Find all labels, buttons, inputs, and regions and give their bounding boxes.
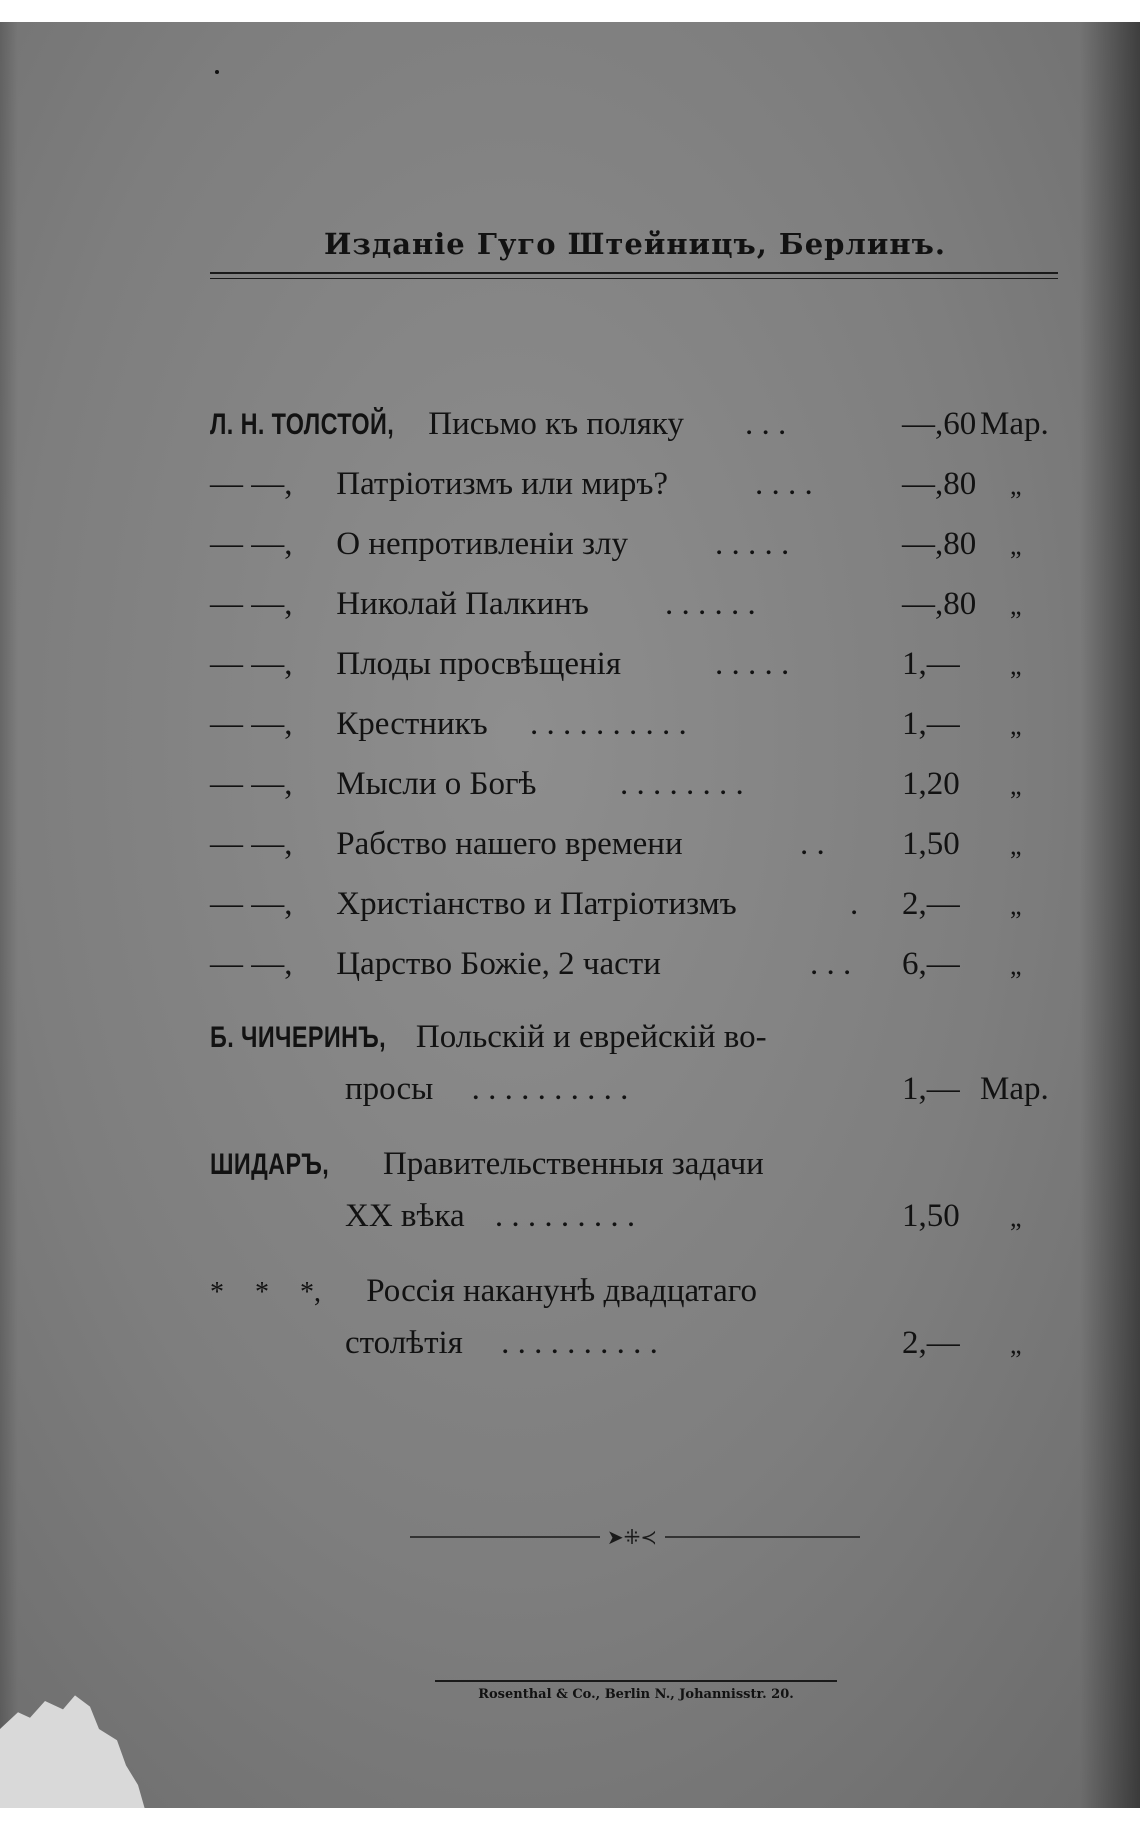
author-name: Б. ЧИЧЕРИНЪ, <box>210 1021 386 1054</box>
price: 1,50 <box>902 1198 960 1234</box>
book-title: Рабство нашего времени <box>336 826 683 862</box>
ditto-mark: „ <box>1010 1203 1022 1232</box>
price: —,60 <box>902 406 977 442</box>
book-title: Плоды просвѣщенiя <box>336 646 622 682</box>
ditto-mark: „ <box>1010 771 1022 800</box>
list-item <box>210 582 1070 626</box>
list-item <box>210 822 1070 866</box>
leader-dots: . . . . . . . . . . <box>530 706 687 742</box>
header-rule-top <box>210 272 1058 274</box>
list-item <box>210 942 1070 986</box>
book-title: Мысли о Богѣ <box>336 766 537 802</box>
list-item <box>210 642 1070 686</box>
publisher-header: Изданiе Гуго Штейницъ, Берлинъ. <box>324 227 946 261</box>
price: 1,50 <box>902 826 960 862</box>
list-item <box>210 1015 1070 1059</box>
list-item-continuation <box>345 1194 1065 1238</box>
leader-dots: . . <box>800 826 825 862</box>
torn-corner <box>0 1687 150 1808</box>
list-item <box>210 1269 1070 1313</box>
ink-speck <box>215 70 219 74</box>
price: —,80 <box>902 526 977 562</box>
list-item <box>210 762 1070 806</box>
leader-dots: . . . . . . <box>665 586 756 622</box>
list-item <box>210 1142 1070 1186</box>
book-title: Христiанство и Патрiотизмъ <box>336 886 737 922</box>
book-title-continued: просы <box>345 1071 434 1107</box>
price: 1,— <box>902 646 960 682</box>
leader-dots: . . . . . . . . <box>620 766 744 802</box>
leader-dots: . . . . <box>755 466 813 502</box>
price: 2,— <box>902 1325 960 1361</box>
ditto-author: — —, <box>210 946 293 982</box>
imprint-rule <box>435 1680 837 1682</box>
ornament-glyph: ➤⁜≺ <box>606 1525 658 1549</box>
ditto-mark: „ <box>1010 591 1022 620</box>
list-item-continuation <box>345 1067 1065 1111</box>
book-title: Крестникъ <box>336 706 488 742</box>
leader-dots: . . . . . . . . . . <box>471 1071 629 1107</box>
ditto-author: — —, <box>210 646 293 682</box>
leader-dots: . . . <box>810 946 852 982</box>
leader-dots: . . . <box>745 406 787 442</box>
price: 1,— <box>902 706 960 742</box>
printer-imprint: Rosenthal & Co., Berlin N., Johannisstr. 20. <box>478 1687 794 1702</box>
price: 1,20 <box>902 766 960 802</box>
ditto-author: — —, <box>210 886 293 922</box>
leader-dots: . . . . . . . . . <box>494 1198 636 1234</box>
page-edge-shadow-right <box>1080 22 1140 1808</box>
header-rule-bottom <box>210 278 1058 279</box>
list-item <box>210 702 1070 746</box>
currency-unit: Мар. <box>980 406 1049 442</box>
author-asterism: * * *, <box>210 1277 321 1308</box>
leader-dots: . . . . . . . . . . <box>501 1325 658 1361</box>
book-title: Патрiотизмъ или миръ? <box>336 466 669 502</box>
book-title-continued: столѣтiя <box>345 1325 463 1361</box>
catalog-page <box>0 22 1140 1808</box>
book-title: О непротивленiи злу <box>336 526 628 562</box>
book-title: Письмо къ поляку <box>428 406 684 442</box>
list-item <box>210 522 1070 566</box>
currency-unit: Мар. <box>980 1071 1049 1107</box>
price: —,80 <box>902 586 977 622</box>
ditto-author: — —, <box>210 586 293 622</box>
list-item <box>210 462 1070 506</box>
ditto-author: — —, <box>210 826 293 862</box>
leader-dots: . . . . . <box>715 646 790 682</box>
list-item <box>210 402 1070 446</box>
list-item <box>210 882 1070 926</box>
ditto-author: — —, <box>210 766 293 802</box>
ditto-mark: „ <box>1010 891 1022 920</box>
list-item-continuation <box>345 1321 1065 1365</box>
ditto-mark: „ <box>1010 1330 1022 1359</box>
ditto-author: — —, <box>210 706 293 742</box>
price: 1,— <box>902 1071 960 1107</box>
ditto-mark: „ <box>1010 711 1022 740</box>
page-edge-shadow-left <box>0 22 18 1808</box>
book-title: Правительственныя задачи <box>382 1146 764 1182</box>
ditto-mark: „ <box>1010 471 1022 500</box>
ditto-author: — —, <box>210 466 293 502</box>
ditto-author: — —, <box>210 526 293 562</box>
ornamental-divider <box>410 1522 860 1552</box>
price: —,80 <box>902 466 977 502</box>
book-title-continued: XX вѣка <box>345 1198 465 1234</box>
ditto-mark: „ <box>1010 951 1022 980</box>
price: 6,— <box>902 946 960 982</box>
book-title: Николай Палкинъ <box>336 586 589 622</box>
author-name: ШИДАРЪ, <box>210 1148 330 1181</box>
ditto-mark: „ <box>1010 651 1022 680</box>
ditto-mark: „ <box>1010 831 1022 860</box>
leader-dots: . <box>850 886 859 922</box>
book-title: Царство Божiе, 2 части <box>336 946 661 982</box>
author-name: Л. Н. ТОЛСТОЙ, <box>210 408 395 441</box>
ditto-mark: „ <box>1010 531 1022 560</box>
leader-dots: . . . . . <box>715 526 790 562</box>
book-title: Россiя наканунѣ двадцатаго <box>366 1273 757 1309</box>
price: 2,— <box>902 886 960 922</box>
book-title: Польскiй и еврейскiй во- <box>415 1019 767 1055</box>
